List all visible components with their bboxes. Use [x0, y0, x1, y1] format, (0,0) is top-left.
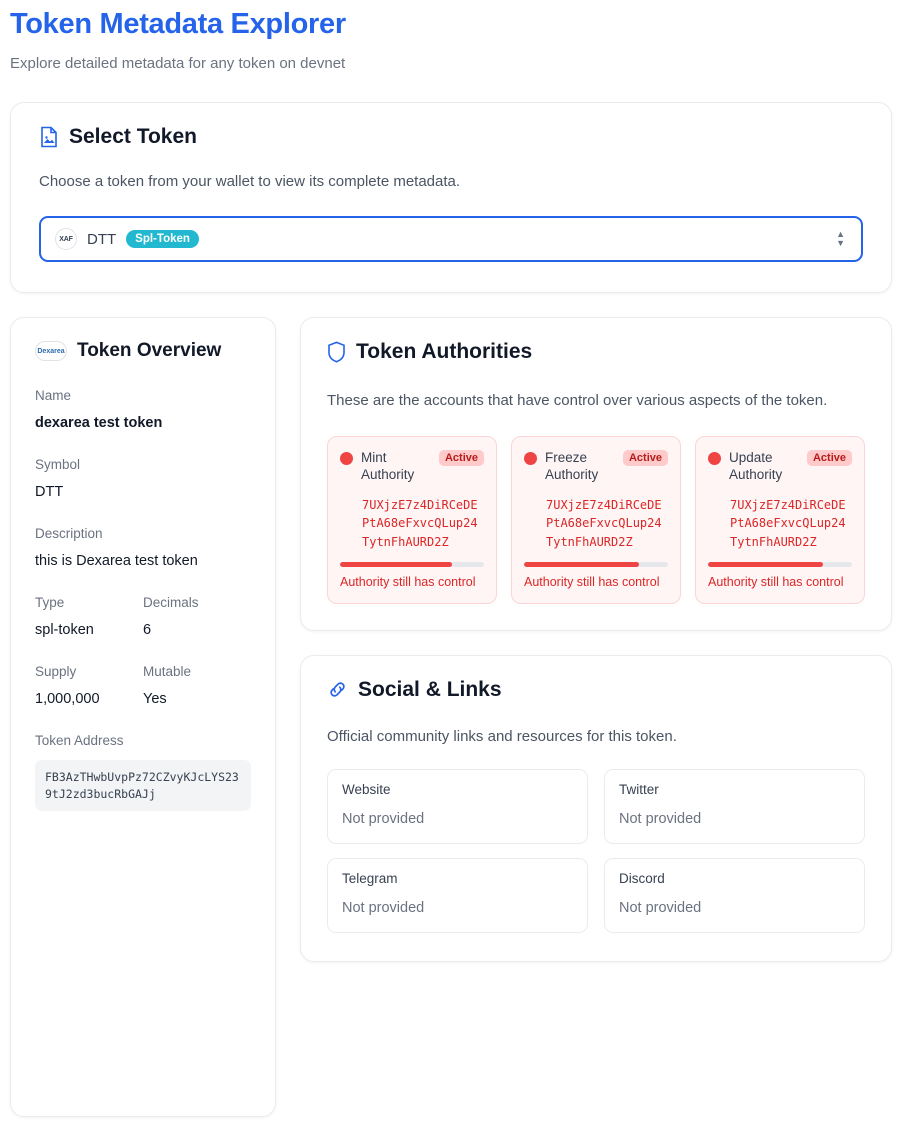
name-label: Name [35, 388, 72, 403]
authority-card [511, 436, 681, 604]
type-value: spl-token [35, 622, 94, 638]
page-subtitle: Explore detailed metadata for any token on devnet [10, 55, 346, 72]
social-link-discord[interactable] [604, 858, 865, 933]
token-overview-card [10, 317, 276, 1117]
token-logo-icon: XAF [55, 228, 77, 250]
social-link-value: Not provided [619, 899, 702, 916]
social-link-label: Website [342, 781, 391, 797]
select-token-header [39, 125, 863, 149]
status-dot-icon [340, 452, 353, 465]
authority-card [695, 436, 865, 604]
select-token-title: Select Token [69, 125, 197, 148]
mutable-value: Yes [143, 691, 167, 707]
document-image-icon [39, 126, 59, 148]
status-dot-icon [708, 452, 721, 465]
token-type-badge: Spl-Token [126, 230, 199, 248]
authority-name: Mint Authority [361, 449, 415, 483]
authorities-grid [327, 436, 865, 604]
status-dot-icon [524, 452, 537, 465]
authority-address[interactable]: 7UXjzE7z4DiRCeDEPtA68eFxvcQLup24TytnFhAURD2Z [546, 497, 662, 550]
description-label: Description [35, 526, 103, 541]
social-links-description: Official community links and resources for this token. [327, 727, 677, 745]
authority-note: Authority still has control [524, 574, 660, 589]
token-select-dropdown[interactable] [39, 216, 863, 262]
type-decimals-row [35, 569, 251, 638]
social-links-grid [327, 769, 865, 933]
social-link-label: Discord [619, 870, 665, 886]
social-link-value: Not provided [342, 899, 425, 916]
token-address-value[interactable]: FB3AzTHwbUvpPz72CZvyKJcLYS239tJ2zd3bucRbGAJj [35, 760, 251, 811]
status-badge: Active [807, 450, 852, 466]
page-title: Token Metadata Explorer [10, 8, 346, 40]
social-link-label: Telegram [342, 870, 398, 886]
decimals-value: 6 [143, 622, 152, 638]
type-label: Type [35, 595, 65, 610]
authority-progress-bar [340, 562, 484, 567]
supply-value: 1,000,000 [35, 691, 100, 707]
social-links-header [327, 678, 865, 702]
supply-mutable-row [35, 638, 251, 707]
authority-progress-bar [708, 562, 852, 567]
select-token-description: Choose a token from your wallet to view its complete metadata. [39, 173, 461, 190]
symbol-value: DTT [35, 484, 64, 500]
token-overview-title: Token Overview [77, 340, 222, 361]
token-authorities-description: These are the accounts that have control over various aspects of the token. [327, 392, 828, 409]
authority-card [327, 436, 497, 604]
name-value: dexarea test token [35, 415, 163, 431]
authority-address[interactable]: 7UXjzE7z4DiRCeDEPtA68eFxvcQLup24TytnFhAURD2Z [362, 497, 478, 550]
authority-progress-bar [524, 562, 668, 567]
description-value: this is Dexarea test token [35, 553, 198, 569]
token-address-label: Token Address [35, 733, 124, 748]
chevron-updown-icon[interactable]: ▲ ▼ [836, 229, 845, 248]
authority-name: Update Authority [729, 449, 783, 483]
authority-name: Freeze Authority [545, 449, 599, 483]
social-link-value: Not provided [342, 810, 425, 827]
token-overview-header [35, 340, 251, 362]
social-link-value: Not provided [619, 810, 702, 827]
right-column [300, 317, 892, 962]
authority-note: Authority still has control [708, 574, 844, 589]
social-link-website[interactable] [327, 769, 588, 844]
token-brand-logo-icon: Dexarea [35, 341, 67, 361]
link-icon [327, 679, 348, 700]
authority-address[interactable]: 7UXjzE7z4DiRCeDEPtA68eFxvcQLup24TytnFhAURD2Z [730, 497, 846, 550]
status-badge: Active [623, 450, 668, 466]
social-links-card [300, 655, 892, 962]
selected-token-symbol: DTT [87, 230, 117, 248]
authority-note: Authority still has control [340, 574, 476, 589]
select-token-card [10, 102, 892, 293]
social-link-twitter[interactable] [604, 769, 865, 844]
status-badge: Active [439, 450, 484, 466]
left-column [10, 317, 276, 1117]
social-link-telegram[interactable] [327, 858, 588, 933]
symbol-label: Symbol [35, 457, 81, 472]
mutable-label: Mutable [143, 664, 192, 679]
decimals-label: Decimals [143, 595, 199, 610]
token-authorities-title: Token Authorities [356, 340, 533, 363]
social-link-label: Twitter [619, 781, 659, 797]
token-authorities-card [300, 317, 892, 631]
social-links-title: Social & Links [358, 677, 502, 701]
shield-icon [327, 341, 346, 363]
token-authorities-header [327, 340, 865, 364]
content-columns [10, 317, 892, 1117]
supply-label: Supply [35, 664, 77, 679]
